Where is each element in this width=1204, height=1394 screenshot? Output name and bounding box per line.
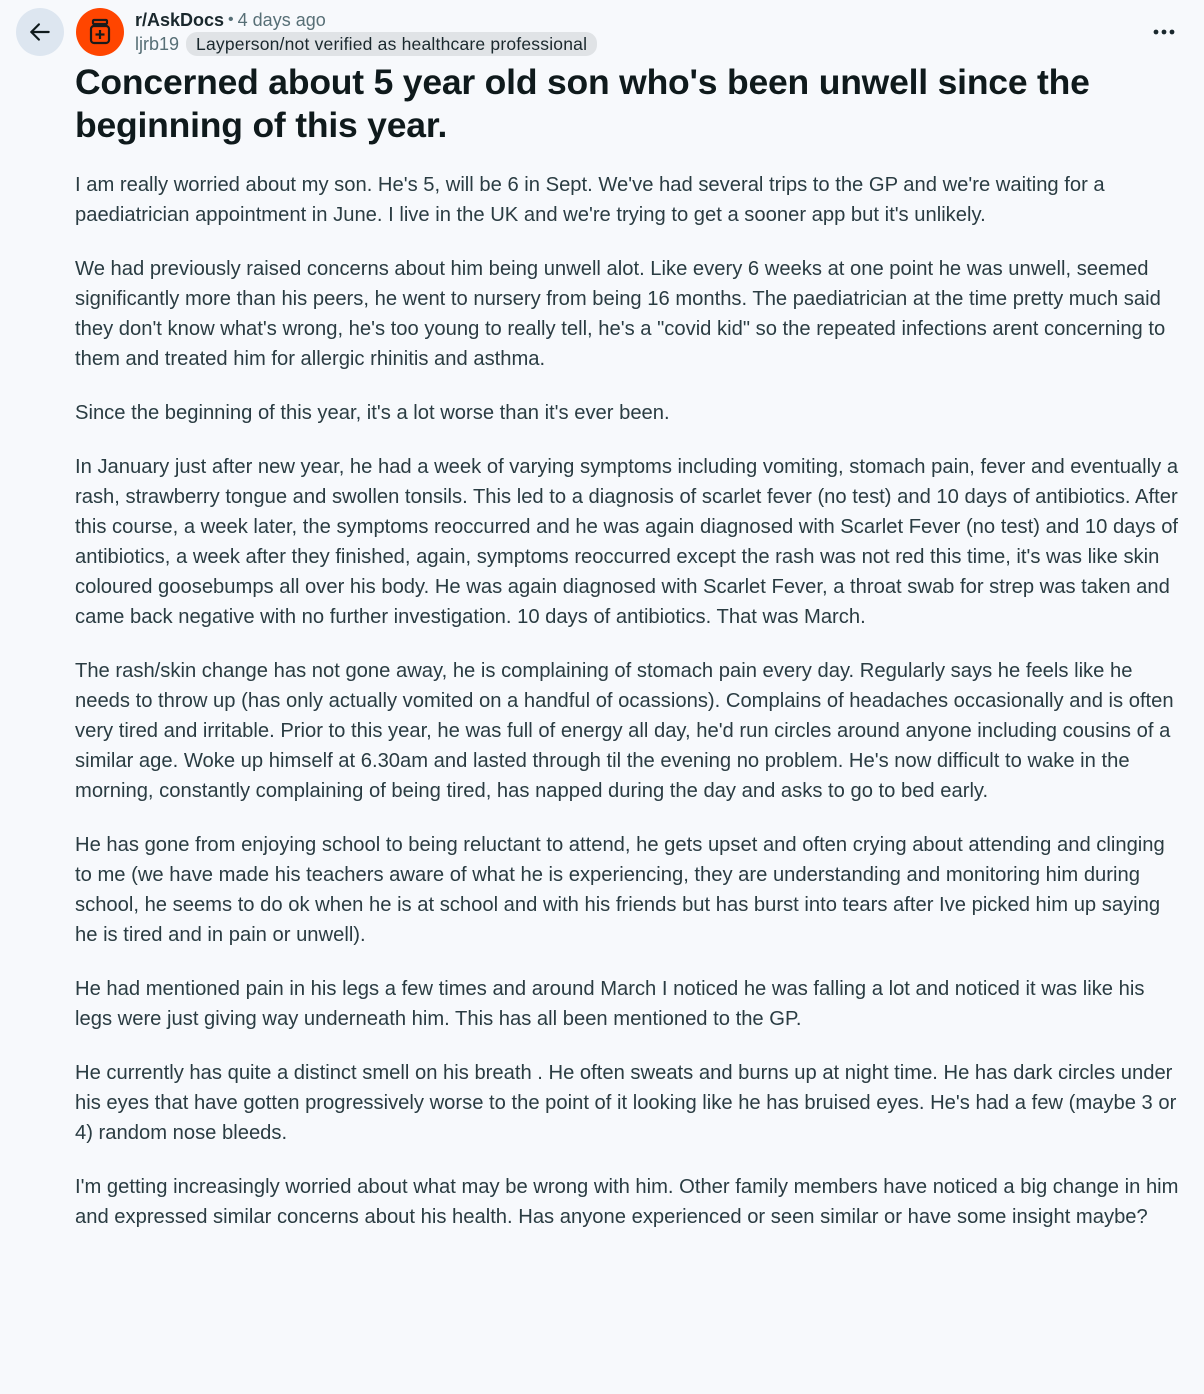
subreddit-link[interactable]: r/AskDocs <box>135 9 225 30</box>
post-timestamp: 4 days ago <box>237 9 326 30</box>
post-paragraph: He currently has quite a distinct smell on his breath . He often sweats and burns up at night time. He has dark circles under his eyes that have gotten progressively worse to the point of it looking like he has bruised eyes. He's had a few (maybe 3 or 4) random nose bleeds. <box>75 1062 1177 1144</box>
post-paragraph: We had previously raised concerns about him being unwell alot. Like every 6 weeks at one point he was unwell, seemed significantly more than his peers, he went to nursery from being 16 months. The paediatrician at the time pretty much said they don't know what's wrong, he's too young to really tell, he's a "covid kid" so the repeated infections arent concerning to them and treated him for allergic rhinitis and asthma. <box>75 258 1166 370</box>
post-paragraph: He had mentioned pain in his legs a few times and around March I noticed he was falling a lot and noticed it was like his legs were just giving way underneath him. This has all been mentioned to the GP. <box>75 978 1145 1030</box>
author-link[interactable]: ljrb19 <box>135 34 180 54</box>
back-button[interactable] <box>16 8 64 56</box>
pill-bottle-icon <box>87 18 113 46</box>
ellipsis-icon <box>1153 29 1175 35</box>
post-body <box>75 170 1180 1256</box>
arrow-left-icon <box>27 19 53 45</box>
post-title: Concerned about 5 year old son who's been unwell since the beginning of this year. <box>75 62 1090 145</box>
more-options-button[interactable] <box>1144 18 1184 46</box>
meta-separator: • <box>228 10 234 28</box>
post-paragraph: I'm getting increasingly worried about what may be wrong with him. Other family members have noticed a big change in him and expressed similar concerns about his health. Has anyone experienced or seen similar or have some insight maybe? <box>75 1176 1179 1228</box>
post-meta <box>135 8 597 56</box>
user-flair: Layperson/not verified as healthcare professional <box>186 32 597 56</box>
post-paragraph: Since the beginning of this year, it's a lot worse than it's ever been. <box>75 402 670 424</box>
post-paragraph: I am really worried about my son. He's 5, will be 6 in Sept. We've had several trips to the GP and we're waiting for a paediatrician appointment in June. I live in the UK and we're trying to get a sooner app but it's unlikely. <box>75 174 1105 226</box>
post-paragraph: He has gone from enjoying school to being reluctant to attend, he gets upset and often crying about attending and clinging to me (we have made his teachers aware of what he is experiencing, they are understanding and monitoring him during school, he seems to do ok when he is at school and with his friends but has burst into tears after Ive picked him up saying he is tired and in pain or unwell). <box>75 834 1165 946</box>
post-paragraph: The rash/skin change has not gone away, he is complaining of stomach pain every day. Regularly says he feels like he needs to throw up (has only actually vomited on a handful of ocassions). Complains of headaches occasionally and is often very tired and irritable. Prior to this year, he was full of energy all day, he'd run circles around anyone including cousins of a similar age. Woke up himself at 6.30am and lasted through til the evening no problem. He's now difficult to wake in the morning, constantly complaining of being tired, has napped during the day and asks to go to bed early. <box>75 660 1174 802</box>
post-paragraph: In January just after new year, he had a week of varying symptoms including vomiting, stomach pain, fever and eventually a rash, strawberry tongue and swollen tonsils. This led to a diagnosis of scarlet fever (no test) and 10 days of antibiotics. After this course, a week later, the symptoms reoccurred and he was again diagnosed with Scarlet Fever (no test) and 10 days of antibiotics, a week after they finished, again, symptoms reoccurred except the rash was not red this time, it's was like skin coloured goosebumps all over his body. He was again diagnosed with Scarlet Fever, a throat swab for strep was taken and came back negative with no further investigation. 10 days of antibiotics. That was March. <box>75 456 1179 628</box>
subreddit-avatar[interactable] <box>76 8 124 56</box>
